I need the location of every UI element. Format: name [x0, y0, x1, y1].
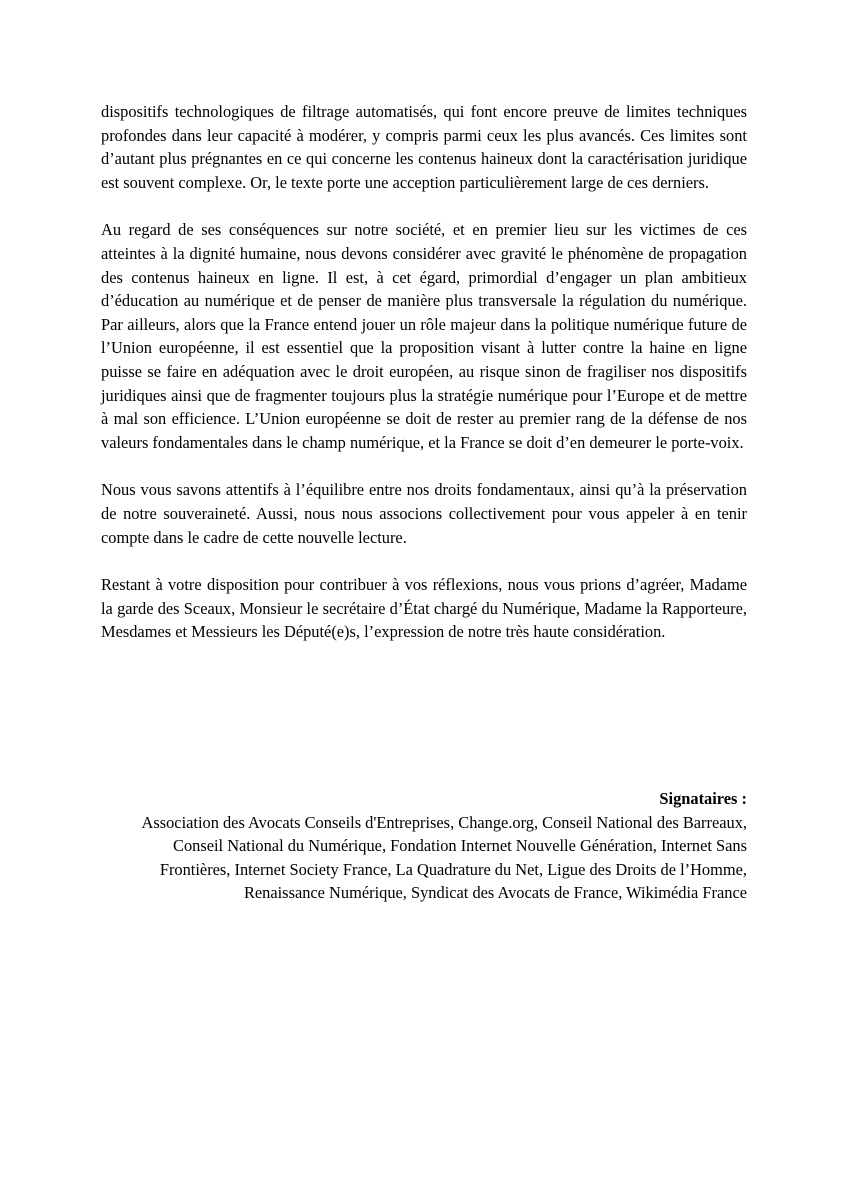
paragraph-balance: Nous vous savons attentifs à l’équilibre entre nos droits fondamentaux, ainsi qu’à la préservation de notre souveraineté. Aussi, nous nous associons collectivement pour vous appeler à en tenir compte dans le cadre de cette nouvelle lecture.: [101, 480, 747, 547]
paragraph-closing: Restant à votre disposition pour contribuer à vos réflexions, nous vous prions d’agréer, Madame la garde des Sceaux, Monsieur le secrétaire d’État chargé du Numérique, Madame la Rapporteure, Mesdames et Messieurs les Député(e)s, l’expression de notre très haute considération.: [101, 575, 747, 642]
signatures-block: [101, 787, 747, 905]
signatures-title: Signataires :: [659, 789, 747, 808]
paragraph-consequences: Au regard de ses conséquences sur notre société, et en premier lieu sur les victimes de ces atteintes à la dignité humaine, nous devons considérer avec gravité le phénomène de propagation des contenus haineux en ligne. Il est, à cet égard, primordial d’engager un plan ambitieux d’éducation au numérique et de penser de manière plus transversale la régulation du numérique. Par ailleurs, alors que la France entend jouer un rôle majeur dans la politique numérique future de l’Union européenne, il est essentiel que la proposition visant à lutter contre la haine en ligne puisse se faire en adéquation avec le droit européen, au risque sinon de fragiliser nos dispositifs juridiques ainsi que de fragmenter toujours plus la stratégie numérique pour l’Europe et de mettre à mal son efficience. L’Union européenne se doit de rester au premier rang de la défense de nos valeurs fondamentales dans le champ numérique, et la France se doit d’en demeurer le porte-voix.: [101, 220, 747, 452]
paragraph-filtering-limits: dispositifs technologiques de filtrage automatisés, qui font encore preuve de limites techniques profondes dans leur capacité à modérer, y compris parmi ceux les plus avancés. Ces limites sont d’autant plus prégnantes en ce qui concerne les contenus haineux dont la caractérisation juridique est souvent complexe. Or, le texte porte une acception particulièrement large de ces derniers.: [101, 102, 747, 192]
letter-body: [101, 100, 747, 668]
signatures-list: Association des Avocats Conseils d'Entreprises, Change.org, Conseil National des Barreaux, Conseil National du Numérique, Fondation Internet Nouvelle Génération, Internet Sans Frontières, Internet Society France, La Quadrature du Net, Ligue des Droits de l’Homme, Renaissance Numérique, Syndicat des Avocats de France, Wikimédia France: [141, 812, 747, 903]
